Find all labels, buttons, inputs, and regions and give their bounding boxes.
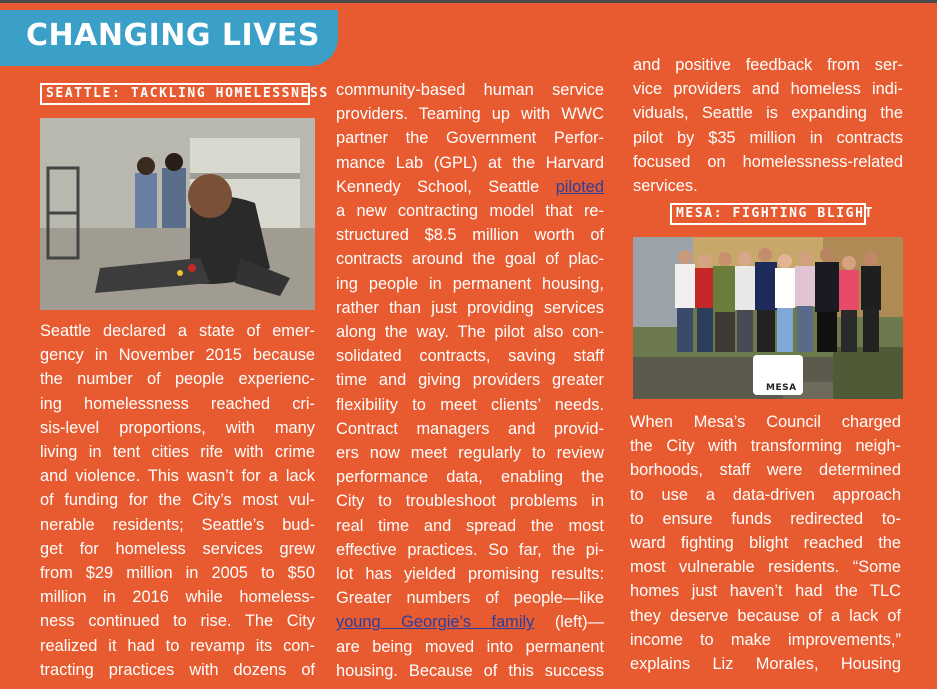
text-line: the number of people experienc- bbox=[40, 370, 315, 389]
text-line: ing homelessness reached cri- bbox=[40, 394, 315, 413]
text-line: lot has yielded promising results: bbox=[336, 565, 604, 584]
text-line: vice providers and homeless indi- bbox=[633, 80, 903, 99]
text-line: and positive feedback from ser- bbox=[633, 56, 903, 74]
text-line: explains Liz Morales, Housing bbox=[630, 655, 901, 674]
text-line: effective practices. So far, the pi- bbox=[336, 540, 604, 559]
text-line: focused on homelessness-related bbox=[633, 152, 903, 171]
text-line: solidated contracts, saving staff bbox=[336, 347, 604, 366]
text-line: Greater numbers of people—like bbox=[336, 589, 604, 608]
text-line: When Mesa’s Council charged bbox=[630, 413, 901, 431]
text-line: most vulnerable residents. “Some bbox=[630, 558, 901, 577]
text-line: nerable residents; Seattle’s bud- bbox=[40, 515, 315, 534]
text-line: contracts around the goal of plac- bbox=[336, 250, 604, 269]
section-label-seattle: SEATTLE: TACKLING HOMELESSNESS bbox=[40, 83, 310, 105]
seattle-column-1 bbox=[40, 319, 315, 682]
text-line: Seattle declared a state of emer- bbox=[40, 322, 315, 340]
text-line: and violence. This wasn’t for a lack bbox=[40, 467, 315, 486]
photo-mesa-volunteers bbox=[633, 237, 903, 399]
text-line: partner the Government Perfor- bbox=[336, 129, 604, 148]
text-line: million in 2016 while homeless- bbox=[40, 588, 315, 607]
text-line: borhoods, staff were determined bbox=[630, 461, 901, 480]
text-line: housing. Because of this success bbox=[336, 661, 604, 680]
text-line: City to troubleshoot problems in bbox=[336, 492, 604, 511]
text-line: living in tent cities rife with crime bbox=[40, 443, 315, 462]
text-line: get for homeless services grew bbox=[40, 539, 315, 558]
young-georgies-family-link[interactable]: young Georgie’s family bbox=[336, 613, 535, 632]
text-line: the City with transforming neigh- bbox=[630, 437, 901, 456]
mesa-column bbox=[630, 410, 901, 676]
piloted-link[interactable]: piloted bbox=[555, 177, 604, 196]
text-line: community-based human service bbox=[336, 81, 604, 99]
text-fragment: (left)— bbox=[534, 613, 604, 632]
text-line: along the way. The pilot also con- bbox=[336, 323, 604, 342]
text-line: performance data, enabling the bbox=[336, 468, 604, 487]
top-border bbox=[0, 0, 937, 3]
seattle-column-2 bbox=[336, 78, 604, 683]
text-line: to use a data-driven approach bbox=[630, 485, 901, 504]
text-line: rather than just providing services bbox=[336, 298, 604, 317]
text-line: flexibility to meet clients’ needs. bbox=[336, 395, 604, 414]
text-line: tracting practices with dozens of bbox=[40, 660, 315, 679]
section-label-mesa: MESA: FIGHTING BLIGHT bbox=[670, 203, 866, 225]
seattle-column-3 bbox=[633, 53, 903, 198]
text-line: homes just haven’t had the TLC bbox=[630, 582, 901, 601]
photo-seattle-child bbox=[40, 118, 315, 310]
text-line: to ensure funds redirected to- bbox=[630, 509, 901, 528]
page-title: CHANGING LIVES bbox=[26, 18, 321, 53]
text-line: providers. Teaming up with WWC bbox=[336, 105, 604, 124]
text-line: time and giving providers greater bbox=[336, 371, 604, 390]
text-line: realized it had to revamp its con- bbox=[40, 636, 315, 655]
text-line: ers now meet regularly to review bbox=[336, 444, 604, 463]
text-line: structured $8.5 million worth of bbox=[336, 226, 604, 245]
text-line: real time and spread the most bbox=[336, 516, 604, 535]
shirt-text-mesa: MESA bbox=[766, 383, 797, 393]
text-line: ing people in permanent housing, bbox=[336, 274, 604, 293]
text-line: income to make improvements,” bbox=[630, 630, 901, 649]
text-line: are being moved into permanent bbox=[336, 637, 604, 656]
text-line: ness continued to rise. The City bbox=[40, 612, 315, 631]
text-line: pilot by $35 million in contracts bbox=[633, 128, 903, 147]
text-line: Contract managers and provid- bbox=[336, 419, 604, 438]
text-line: services. bbox=[633, 177, 698, 196]
text-line: mance Lab (GPL) at the Harvard bbox=[336, 153, 604, 172]
text-line bbox=[336, 610, 604, 634]
text-line: from $29 million in 2005 to $50 bbox=[40, 564, 315, 583]
text-line bbox=[336, 175, 604, 199]
text-line: of funding for the City’s most vul- bbox=[40, 491, 315, 510]
text-line: they deserve because of a lack of bbox=[630, 606, 901, 625]
text-line: a new contracting model that re- bbox=[336, 202, 604, 221]
text-line: gency in November 2015 because bbox=[40, 346, 315, 365]
text-line: sis-level proportions, with many bbox=[40, 418, 315, 437]
text-fragment: Kennedy School, Seattle bbox=[336, 177, 556, 196]
text-line: viduals, Seattle is expanding the bbox=[633, 104, 903, 123]
text-line: ward fighting blight reached the bbox=[630, 534, 901, 553]
